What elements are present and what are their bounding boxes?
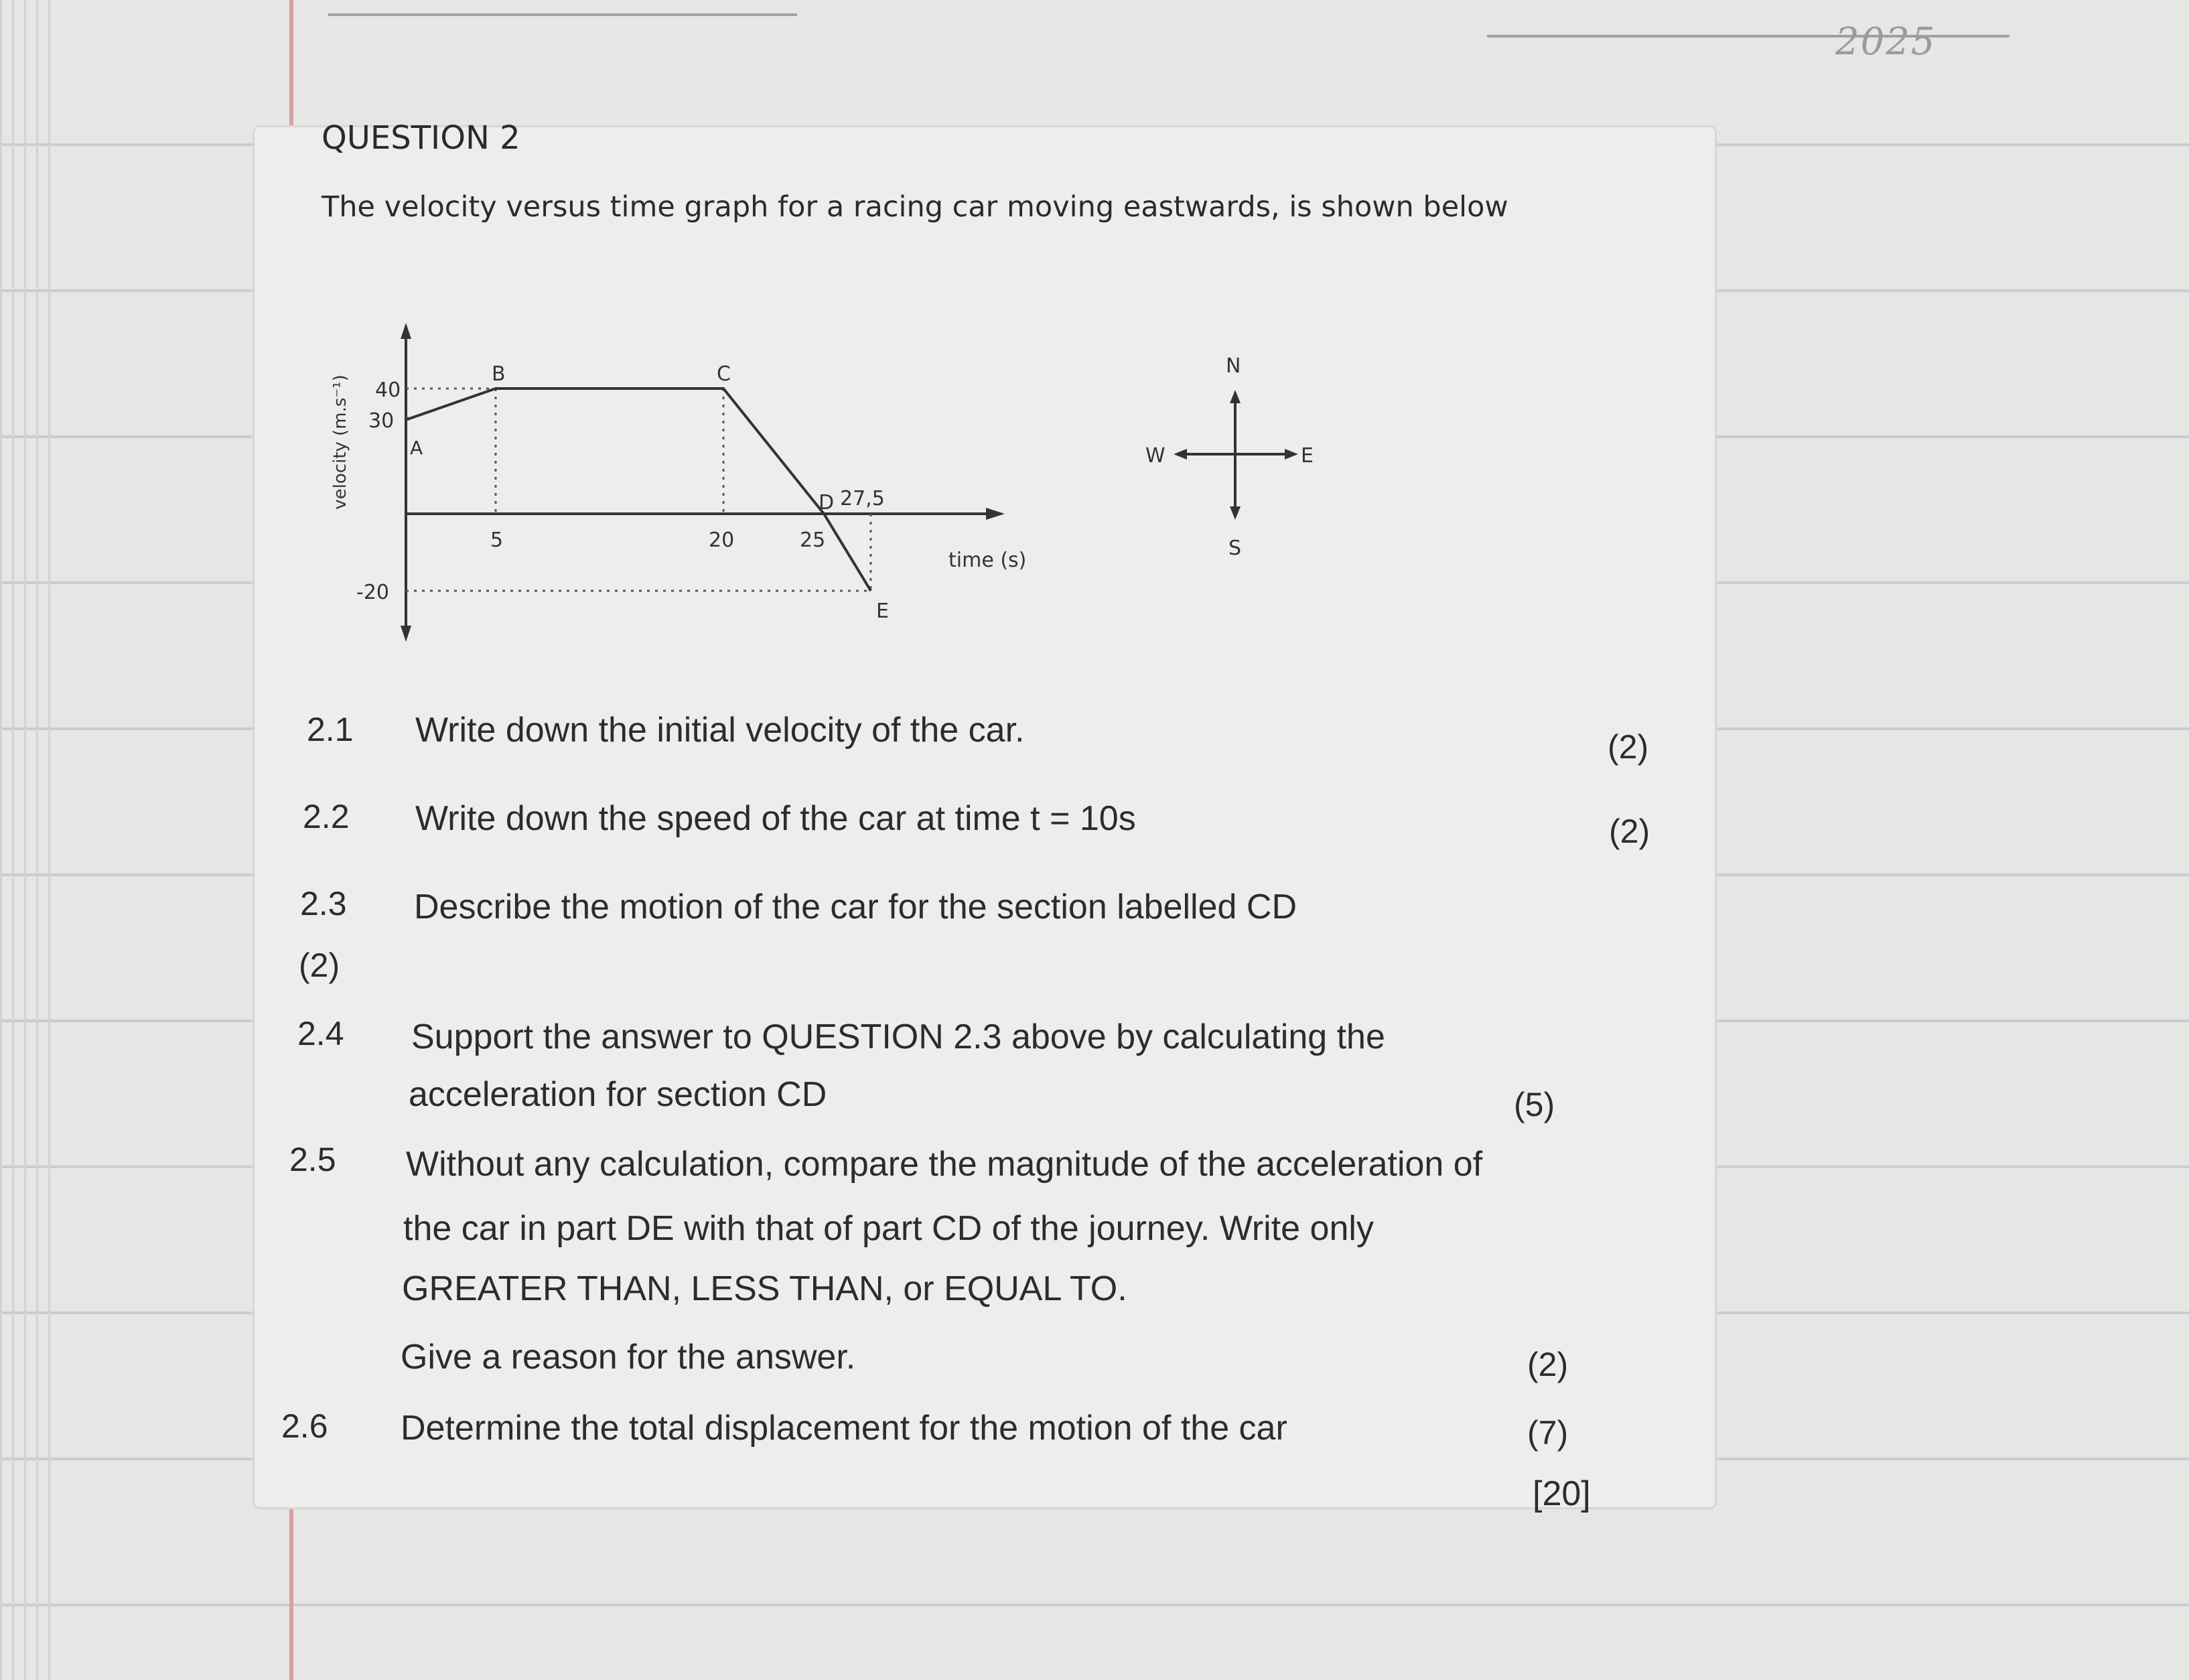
item-2-4-number: 2.4 (297, 1015, 344, 1052)
item-2-6-number: 2.6 (281, 1407, 328, 1445)
compass-diagram (1125, 342, 1340, 563)
item-2-3-number: 2.3 (300, 885, 347, 922)
velocity-line (406, 389, 871, 591)
item-2-4-text-line1: Support the answer to QUESTION 2.3 above by calculating the (411, 1018, 1385, 1056)
x-axis-label: time (s) (948, 549, 1027, 572)
item-2-6-text: Determine the total displacement for the motion of the car (401, 1409, 1287, 1448)
x-axis-arrow (986, 508, 1005, 520)
question-title: QUESTION 2 (322, 119, 520, 157)
top-rule-left (328, 13, 797, 16)
item-2-5-text-line4: Give a reason for the answer. (401, 1338, 856, 1377)
compass-south: S (1228, 537, 1242, 560)
velocity-time-graph (315, 308, 1078, 656)
point-label-d: D (819, 491, 835, 514)
x-tick-20: 20 (709, 529, 735, 552)
compass-west: W (1145, 444, 1166, 468)
y-tick-minus20: -20 (356, 581, 389, 604)
item-2-4-marks: (5) (1514, 1086, 1555, 1123)
item-2-4-text-line2: acceleration for section CD (409, 1075, 827, 1114)
y-axis-label: velocity (m.s⁻¹) (330, 374, 350, 510)
item-2-1-marks: (2) (1608, 728, 1649, 766)
item-2-5-text-line2: the car in part DE with that of part CD of the journey. Write only (403, 1209, 1374, 1248)
point-label-e: E (876, 600, 889, 623)
item-2-2-marks: (2) (1609, 813, 1650, 850)
question-total: [20] (1533, 1474, 1591, 1513)
compass-north: N (1226, 354, 1241, 378)
item-2-5-marks: (2) (1527, 1346, 1569, 1383)
compass-arrow-n (1230, 390, 1241, 403)
y-tick-40: 40 (375, 378, 401, 402)
y-axis-arrow-down (401, 626, 411, 642)
item-2-2-number: 2.2 (303, 798, 350, 835)
item-2-6-marks: (7) (1527, 1414, 1569, 1452)
compass-arrow-s (1230, 506, 1241, 520)
item-2-3-marks: (2) (299, 947, 340, 984)
item-2-1-text: Write down the initial velocity of the car. (415, 711, 1025, 750)
compass-arrow-w (1174, 449, 1187, 460)
label-27-5: 27,5 (840, 487, 885, 510)
point-label-a: A (410, 437, 423, 459)
x-tick-25: 25 (800, 529, 826, 552)
point-label-b: B (492, 362, 506, 386)
item-2-5-text-line3: GREATER THAN, LESS THAN, or EQUAL TO. (402, 1269, 1127, 1308)
x-tick-5: 5 (490, 529, 504, 552)
corner-note: 2025 (1835, 20, 1936, 64)
item-2-2-text: Write down the speed of the car at time t = 10s (415, 799, 1136, 838)
y-tick-30: 30 (368, 409, 395, 433)
item-2-5-number: 2.5 (289, 1141, 336, 1178)
question-intro: The velocity versus time graph for a racing car moving eastwards, is shown below (322, 190, 1508, 224)
point-label-c: C (717, 362, 731, 386)
y-axis-arrow-up (401, 323, 411, 339)
item-2-1-number: 2.1 (307, 711, 354, 748)
item-2-3-text: Describe the motion of the car for the section labelled CD (414, 888, 1297, 926)
compass-arrow-e (1285, 449, 1298, 460)
page-edges (0, 0, 60, 1680)
compass-east: E (1301, 444, 1314, 468)
item-2-5-text-line1: Without any calculation, compare the magnitude of the acceleration of (406, 1145, 1483, 1184)
